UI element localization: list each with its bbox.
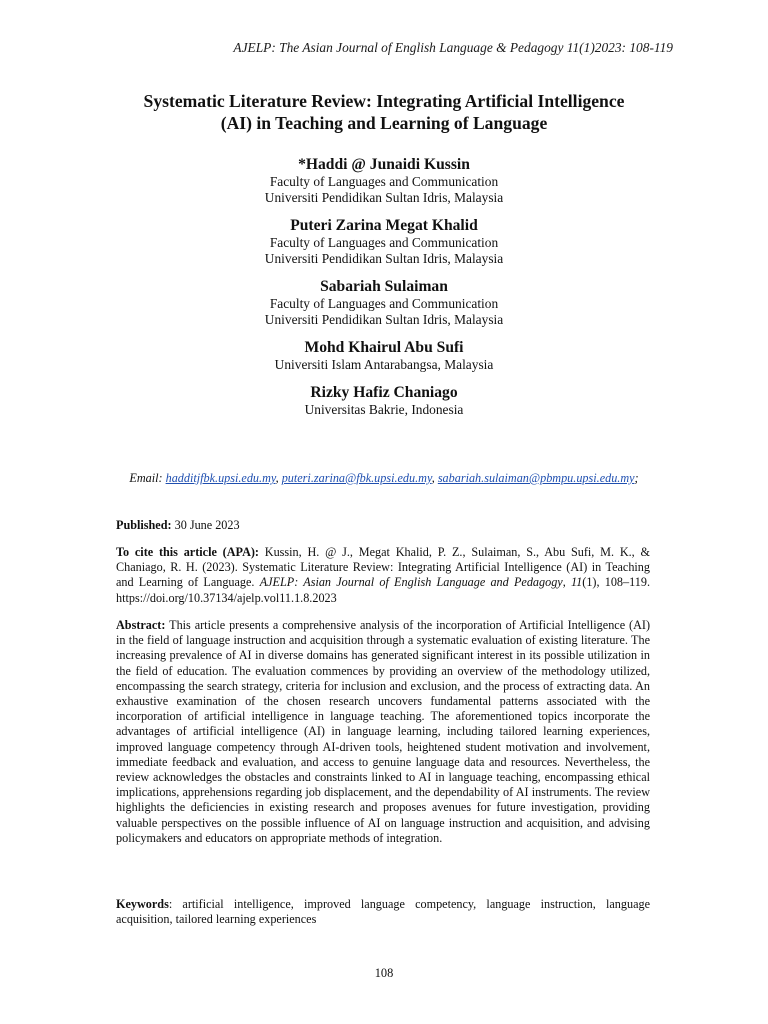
email-label: Email: [129,471,163,485]
email-link[interactable]: hadditjfbk.upsi.edu.my [165,471,276,485]
author-name: Puteri Zarina Megat Khalid [290,217,478,234]
email-link[interactable]: sabariah.sulaiman@pbmpu.upsi.edu.my [437,471,635,485]
author-name: Sabariah Sulaiman [320,278,448,295]
email-line: Email: hadditjfbk.upsi.edu.my, puteri.zarina@fbk.upsi.edu.my, sabariah.sulaiman@pbmpu.upsi.edu.my; [129,471,639,485]
author-list [84,155,684,428]
citation-label: To cite this article (APA): [116,545,259,559]
author-affiliation: Faculty of Languages and Communication [269,296,499,311]
citation-journal: AJELP: Asian Journal of English Language and Pedagogy [259,575,563,590]
author-block [84,338,684,373]
author-block [84,383,684,418]
author-affiliation: Universitas Bakrie, Indonesia [304,402,464,417]
author-block [84,155,684,206]
published-label: Published: [116,518,172,532]
author-affiliation: Faculty of Languages and Communication [269,174,499,189]
author-block [84,277,684,328]
title-line-2: (AI) in Teaching and Learning of Language [220,113,548,133]
citation-text: Kussin, H. @ J., Megat Khalid, P. Z., Sulaiman, S., Abu Sufi, M. K., & Chaniago, R. H. (2023). Systematic Literature Review: Integrating Artificial Intelligence (AI) in Teaching and Learning of Language. [116,545,650,590]
email-link[interactable]: puteri.zarina@fbk.upsi.edu.my [281,471,432,485]
keywords-text: : artificial intelligence, improved language competency, language instruction, language acquisition, tailored learning experiences [116,897,650,927]
author-affiliation: Universiti Pendidikan Sultan Idris, Malaysia [264,251,504,266]
abstract-label: Abstract: [116,618,166,632]
citation-volume: 11 [570,575,583,590]
page-number: 108 [374,966,394,980]
abstract-block [116,618,650,846]
author-name: Mohd Khairul Abu Sufi [304,339,464,356]
paper-title [84,90,684,134]
author-block [84,216,684,267]
author-affiliation: Universiti Islam Antarabangsa, Malaysia [274,357,494,372]
title-line-1: Systematic Literature Review: Integrating Artificial Intelligence [143,91,625,111]
author-affiliation: Universiti Pendidikan Sultan Idris, Malaysia [264,190,504,205]
author-affiliation: Universiti Pendidikan Sultan Idris, Malaysia [264,312,504,327]
journal-running-header: AJELP: The Asian Journal of English Language & Pedagogy 11(1)2023: 108-119 [233,40,673,55]
citation-block: To cite this article (APA): Kussin, H. @ J., Megat Khalid, P. Z., Sulaiman, S., Abu Sufi, M. K., & Chaniago, R. H. (2023). Systematic Literature Review: Integrating Artificial Intelligence (AI) in Teaching and Learning of Language. AJELP: Asian Journal of English Language and Pedagogy, 11(1), 108–119. https://doi.org/10.37134/ajelp.vol11.1.8.2023 [116,545,650,605]
abstract-text: This article presents a comprehensive analysis of the incorporation of Artificial Intelligence (AI) in the field of language instruction and acquisition through a systematic evaluation of existing literature. The increasing prevalence of AI in diverse domains has generated significant interest in its possible utilization in the field of education. The evaluation commences by providing an overview of the methodology utilized, encompassing the search strategy, criteria for inclusion and exclusion, and the process of extracting data. An exhaustive examination of the chosen research uncovers fundamental patterns associated with the incorporation of artificial intelligence in language teaching. The aforementioned topics incorporate the advantages of artificial intelligence (AI) in language learning, including tailored learning experiences, improved language competency through AI-driven tools, heightened student motivation and involvement, immediate feedback and evaluation, and access to genuine language data and resources. Nevertheless, the review acknowledges the obstacles and constraints linked to AI in language teaching, encompassing ethical implications, apprehensions regarding job displacement, and the dependability of AI instruments. The review highlights the deficiencies in existing research and proposes avenues for future investigation, providing valuable perspectives on the possible influence of AI on language instruction and acquisition, and advising policymakers and educators on appropriate methods of integration. [116,618,650,845]
published-date: 30 June 2023 [174,518,240,532]
author-affiliation: Faculty of Languages and Communication [269,235,499,250]
author-name: *Haddi @ Junaidi Kussin [298,156,470,173]
published-line [116,518,650,533]
citation-doi: (1), 108–119. https://doi.org/10.37134/ajelp.vol11.1.8.2023 [116,575,650,605]
keywords-block [116,897,650,927]
keywords-label: Keywords [116,897,169,911]
author-name: Rizky Hafiz Chaniago [310,384,458,401]
